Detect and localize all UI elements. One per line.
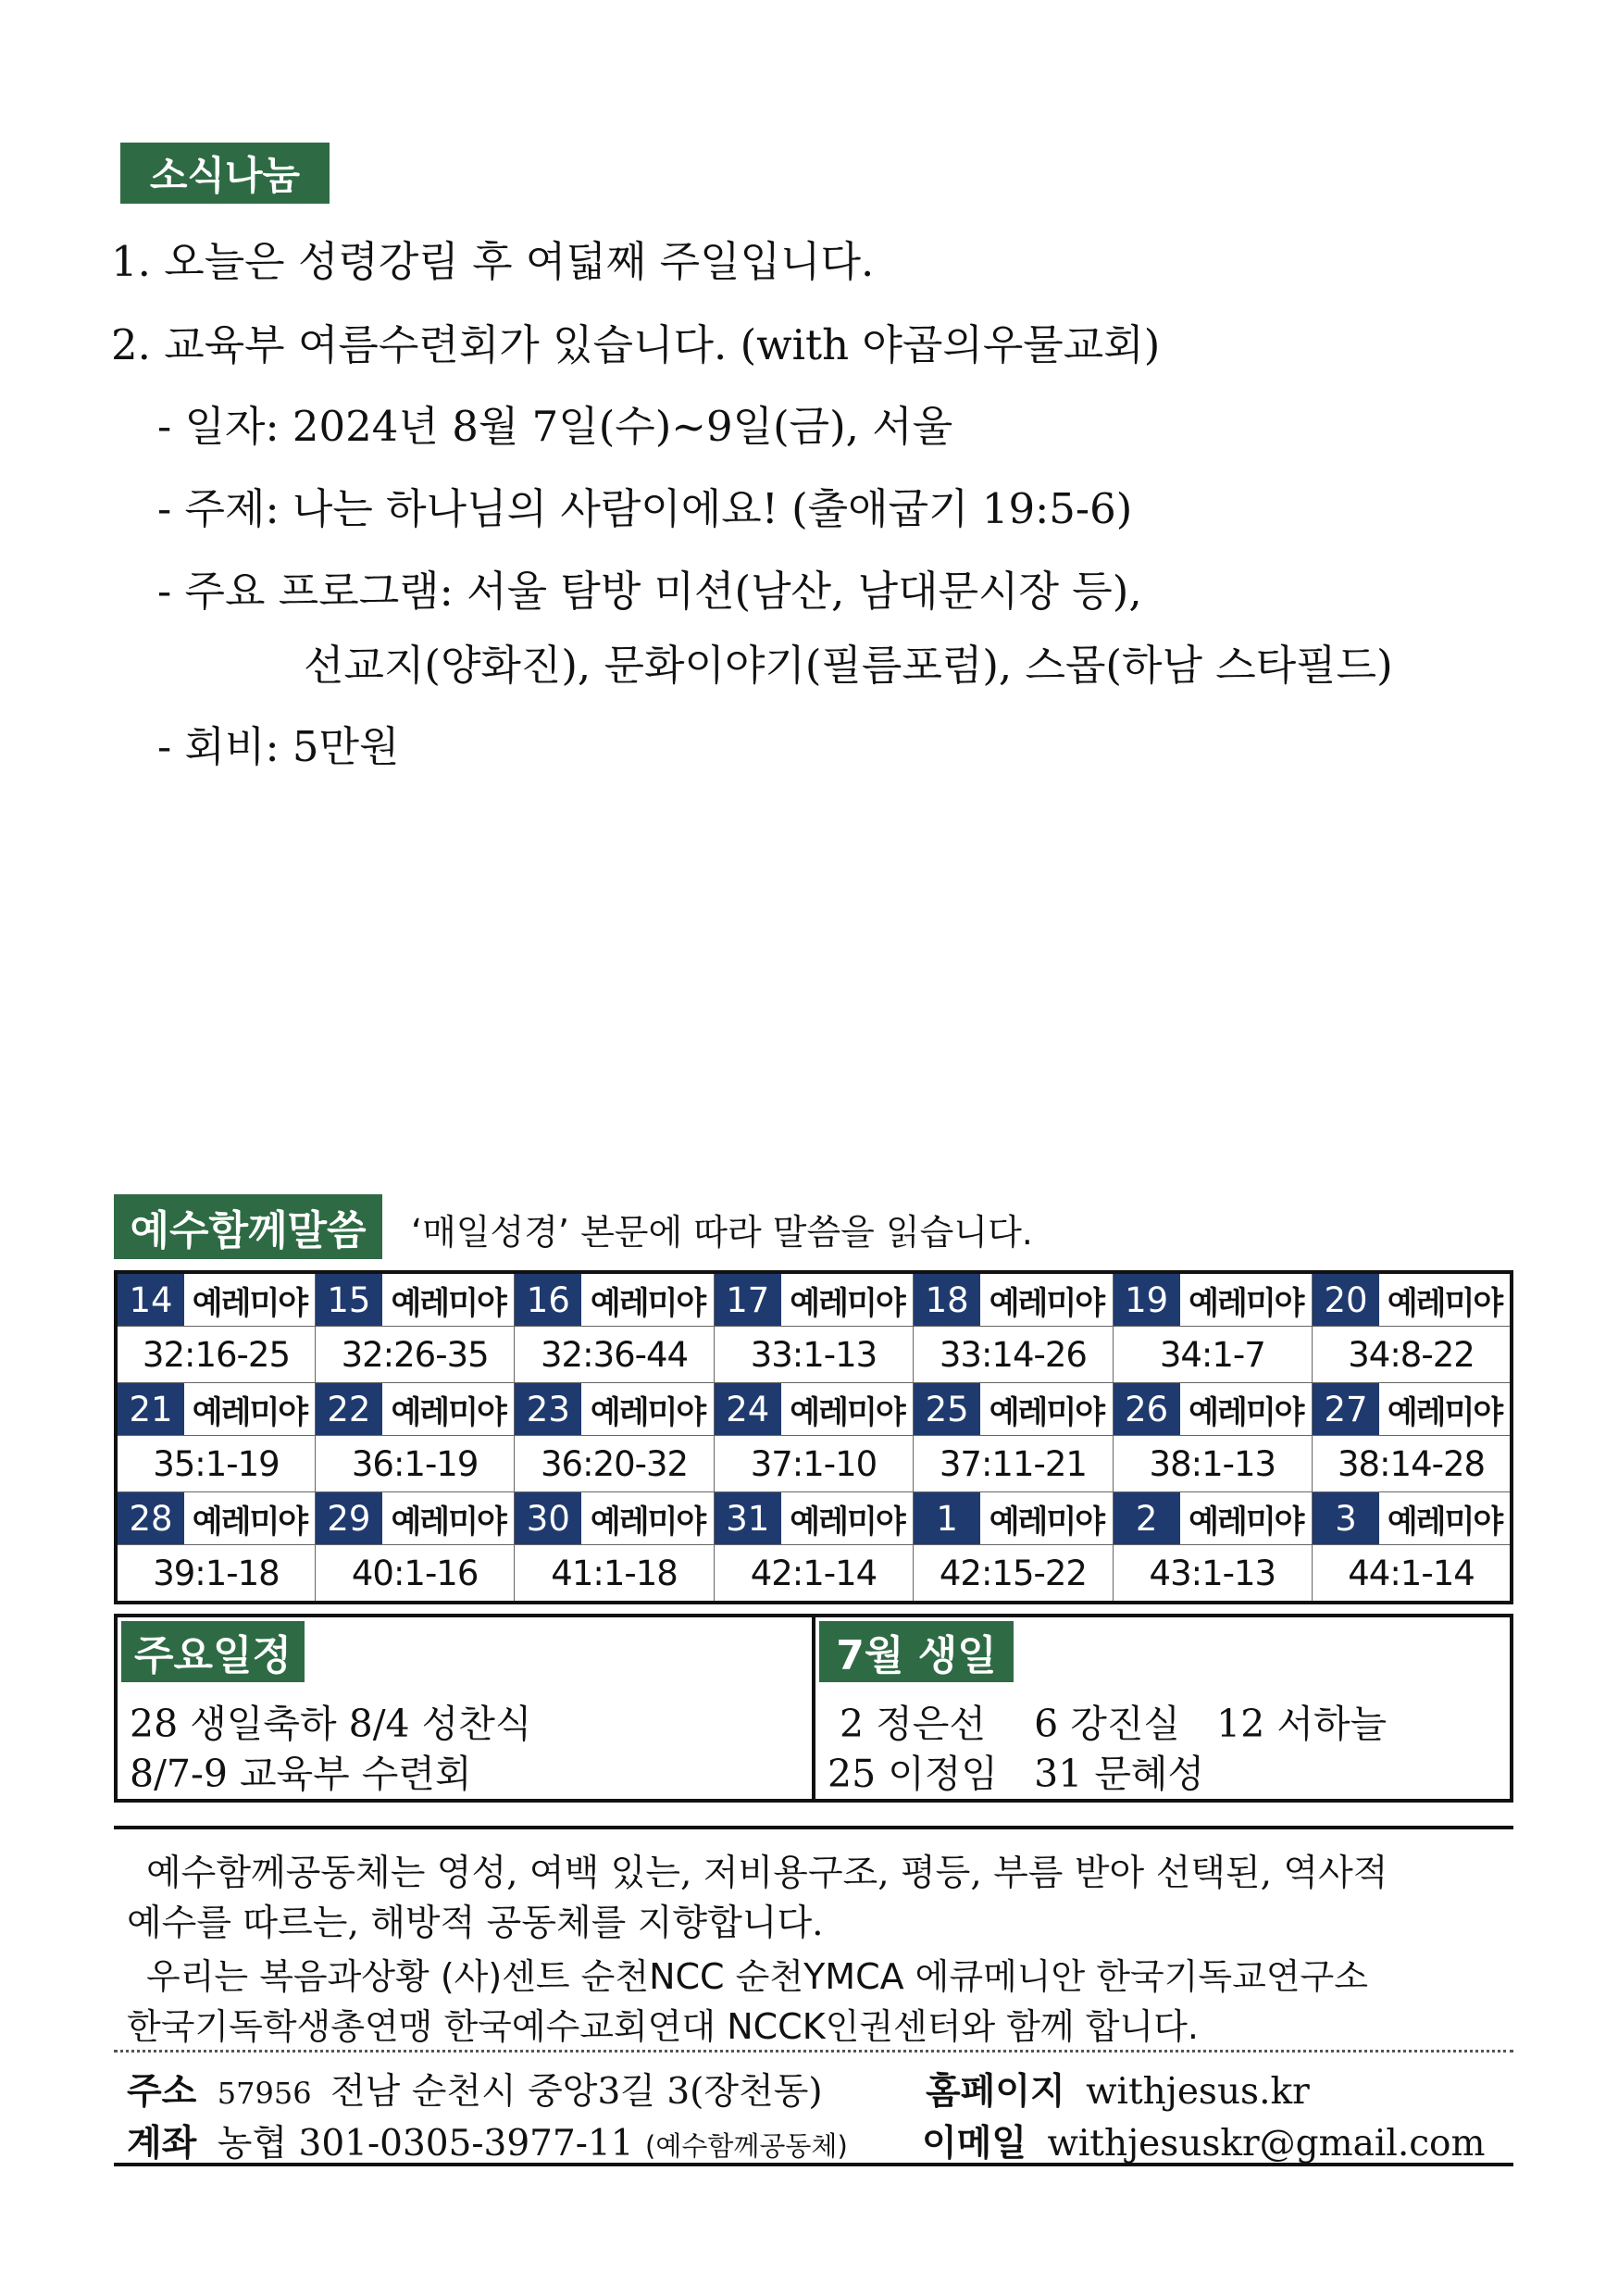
reading-verse: 34:1-7 — [1113, 1327, 1312, 1383]
schedule-line-1: 28 생일축하 8/4 성찬식 — [130, 1702, 532, 1746]
reading-book: 예레미야 — [989, 1284, 1104, 1322]
reading-verse: 44:1-14 — [1313, 1545, 1512, 1603]
mission-line-1: 예수함께공동체는 영성, 여백 있는, 저비용구조, 평등, 부름 받아 선택된, 역사적 — [146, 1853, 1388, 1894]
reading-verse: 41:1-18 — [515, 1545, 714, 1603]
reading-book: 예레미야 — [989, 1503, 1104, 1541]
reading-book: 예레미야 — [590, 1284, 705, 1322]
news-detail-program-cont: 선교지(양화진), 문화이야기(필름포럼), 스몹(하남 스타필드) — [304, 641, 1393, 690]
reading-day-cell — [914, 1383, 1113, 1436]
schedule-box — [114, 1614, 815, 1803]
reading-day-cell — [714, 1383, 913, 1436]
reading-day-cell — [714, 1272, 913, 1327]
reading-day-cell — [315, 1383, 514, 1436]
news-item-2: 2. 교육부 여름수련회가 있습니다. (with 야곱의우물교회) — [111, 320, 1161, 369]
reading-book: 예레미야 — [590, 1393, 705, 1431]
birthday-box — [812, 1614, 1513, 1803]
reading-day-number: 20 — [1313, 1274, 1379, 1326]
reading-verse: 32:16-25 — [116, 1327, 315, 1383]
reading-day-cell — [515, 1272, 714, 1327]
reading-day-number: 27 — [1313, 1383, 1379, 1435]
account-number: 농협 301-0305-3977-11 — [217, 2123, 634, 2165]
reading-day-cell — [1313, 1492, 1512, 1545]
reading-book: 예레미야 — [1387, 1284, 1502, 1322]
reading-day-number: 26 — [1114, 1383, 1180, 1435]
partners-line-2: 한국기독학생총연맹 한국예수교회연대 NCCK인권센터와 함께 합니다. — [127, 2006, 1199, 2047]
reading-day-cell — [914, 1492, 1113, 1545]
reading-verse: 40:1-16 — [315, 1545, 514, 1603]
reading-book: 예레미야 — [192, 1503, 307, 1541]
reading-verse: 38:14-28 — [1313, 1436, 1512, 1492]
reading-day-number: 14 — [118, 1274, 184, 1326]
reading-day-number: 17 — [715, 1274, 781, 1326]
reading-day-cell — [116, 1383, 315, 1436]
birthday-label: 7월 생일 — [819, 1621, 1014, 1682]
reading-day-cell — [515, 1383, 714, 1436]
reading-book: 예레미야 — [1189, 1393, 1303, 1431]
reading-verse: 33:1-13 — [714, 1327, 913, 1383]
reading-book: 예레미야 — [192, 1393, 307, 1431]
reading-day-cell — [116, 1492, 315, 1545]
reading-day-number: 3 — [1313, 1492, 1379, 1544]
reading-day-number: 22 — [316, 1383, 382, 1435]
reading-book: 예레미야 — [790, 1503, 904, 1541]
reading-book: 예레미야 — [790, 1393, 904, 1431]
reading-book: 예레미야 — [790, 1284, 904, 1322]
email-label: 이메일 — [922, 2123, 1027, 2165]
postcode: 57956 — [217, 2076, 312, 2111]
footer-top-rule — [114, 1826, 1513, 1829]
mission-line-2: 예수를 따르는, 해방적 공동체를 지향합니다. — [127, 1903, 824, 1944]
reading-day-number: 23 — [515, 1383, 581, 1435]
reading-day-number: 16 — [515, 1274, 581, 1326]
bible-reading-table — [114, 1270, 1513, 1604]
reading-day-number: 21 — [118, 1383, 184, 1435]
news-detail-date: - 일자: 2024년 8월 7일(수)~9일(금), 서울 — [157, 402, 953, 451]
news-item-1: 1. 오늘은 성령강림 후 여덟째 주일입니다. — [111, 237, 875, 286]
address-row — [127, 2063, 823, 2115]
schedule-label: 주요일정 — [121, 1621, 305, 1682]
birthday-line-2: 25 이정임 31 문혜성 — [828, 1752, 1205, 1796]
email-link[interactable]: withjesuskr@gmail.com — [1047, 2123, 1486, 2165]
reading-book: 예레미야 — [391, 1284, 505, 1322]
news-detail-theme: - 주제: 나는 하나님의 사람이에요! (출애굽기 19:5-6) — [157, 484, 1133, 533]
reading-verse: 36:20-32 — [515, 1436, 714, 1492]
reading-verse: 35:1-19 — [116, 1436, 315, 1492]
reading-day-number: 30 — [515, 1492, 581, 1544]
birthday-line-1: 2 정은선 6 강진실 12 서하늘 — [828, 1702, 1388, 1746]
reading-verse: 42:15-22 — [914, 1545, 1113, 1603]
reading-verse: 36:1-19 — [315, 1436, 514, 1492]
reading-book: 예레미야 — [1387, 1393, 1502, 1431]
account-holder: (예수함께공동체) — [645, 2130, 848, 2162]
reading-day-cell — [116, 1272, 315, 1327]
reading-book: 예레미야 — [989, 1393, 1104, 1431]
schedule-line-2: 8/7-9 교육부 수련회 — [130, 1752, 472, 1796]
reading-day-number: 25 — [914, 1383, 980, 1435]
homepage-link[interactable]: withjesus.kr — [1086, 2071, 1310, 2113]
reading-day-number: 29 — [316, 1492, 382, 1544]
reading-verse: 32:26-35 — [315, 1327, 514, 1383]
reading-verse: 38:1-13 — [1113, 1436, 1312, 1492]
partners-line-1: 우리는 복음과상황 (사)센트 순천NCC 순천YMCA 에큐메니안 한국기독교연구소 — [146, 1956, 1368, 1997]
reading-book: 예레미야 — [391, 1503, 505, 1541]
news-detail-fee: - 회비: 5만원 — [157, 722, 400, 771]
reading-day-number: 1 — [914, 1492, 980, 1544]
reading-book: 예레미야 — [391, 1393, 505, 1431]
address-label: 주소 — [127, 2071, 197, 2113]
footer-bottom-rule — [114, 2163, 1513, 2166]
footer-dotted-rule — [114, 2050, 1513, 2053]
bible-section-label: 예수함께말씀 — [114, 1194, 382, 1259]
reading-day-cell — [1313, 1272, 1512, 1327]
reading-book: 예레미야 — [1387, 1503, 1502, 1541]
email-row — [922, 2115, 1486, 2166]
reading-day-cell — [1313, 1383, 1512, 1436]
reading-day-cell — [914, 1272, 1113, 1327]
reading-day-number: 15 — [316, 1274, 382, 1326]
address: 전남 순천시 중앙3길 3(장천동) — [330, 2071, 823, 2113]
reading-verse: 37:11-21 — [914, 1436, 1113, 1492]
reading-day-number: 18 — [914, 1274, 980, 1326]
reading-day-cell — [1113, 1492, 1312, 1545]
reading-day-cell — [714, 1492, 913, 1545]
reading-day-number: 28 — [118, 1492, 184, 1544]
reading-day-cell — [315, 1492, 514, 1545]
reading-verse: 33:14-26 — [914, 1327, 1113, 1383]
reading-book: 예레미야 — [1189, 1284, 1303, 1322]
reading-day-number: 31 — [715, 1492, 781, 1544]
reading-day-number: 24 — [715, 1383, 781, 1435]
reading-day-number: 19 — [1114, 1274, 1180, 1326]
reading-day-cell — [315, 1272, 514, 1327]
homepage-row — [926, 2063, 1310, 2115]
reading-day-number: 2 — [1114, 1492, 1180, 1544]
reading-verse: 42:1-14 — [714, 1545, 913, 1603]
news-detail-program: - 주요 프로그램: 서울 탐방 미션(남산, 남대문시장 등), — [157, 567, 1142, 616]
reading-book: 예레미야 — [590, 1503, 705, 1541]
news-section-label: 소식나눔 — [120, 143, 330, 204]
homepage-label: 홈페이지 — [926, 2071, 1065, 2113]
reading-verse: 43:1-13 — [1113, 1545, 1312, 1603]
account-row — [127, 2115, 848, 2166]
reading-verse: 39:1-18 — [116, 1545, 315, 1603]
reading-book: 예레미야 — [192, 1284, 307, 1322]
bible-caption: ‘매일성경’ 본문에 따라 말씀을 읽습니다. — [411, 1212, 1033, 1253]
reading-day-cell — [515, 1492, 714, 1545]
reading-day-cell — [1113, 1383, 1312, 1436]
reading-day-cell — [1113, 1272, 1312, 1327]
account-label: 계좌 — [127, 2123, 197, 2165]
reading-verse: 34:8-22 — [1313, 1327, 1512, 1383]
reading-book: 예레미야 — [1189, 1503, 1303, 1541]
reading-verse: 32:36-44 — [515, 1327, 714, 1383]
reading-verse: 37:1-10 — [714, 1436, 913, 1492]
